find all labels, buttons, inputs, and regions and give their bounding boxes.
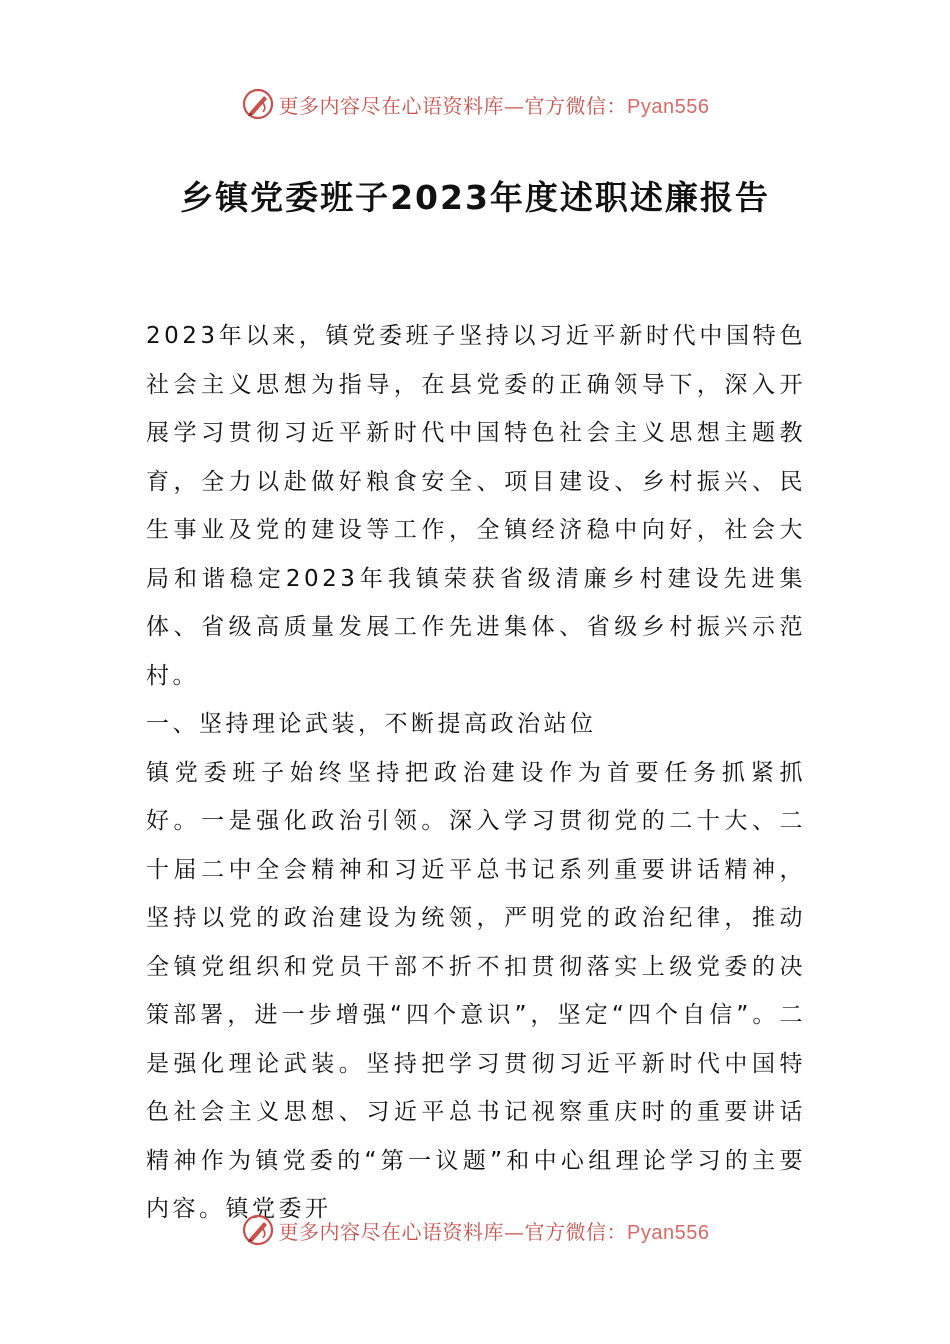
paragraph-intro: 2023年以来，镇党委班子坚持以习近平新时代中国特色社会主义思想为指导，在县党委的正确领导下，深入开展学习贯彻习近平新时代中国特色社会主义思想主题教育，全力以赴做好粮食安全、项目建设、乡村振兴、民生事业及党的建设等工作，全镇经济稳中向好，社会大局和谐稳定2023年我镇荣获省级清廉乡村建设先进集体、省级高质量发展工作先进集体、省级乡村振兴示范村。 (146, 323, 806, 689)
watermark-wechat-label: 官方微信： (524, 1219, 628, 1244)
watermark-text (279, 90, 710, 119)
pen-logo-icon (241, 1213, 275, 1247)
footer-watermark (0, 1210, 950, 1250)
watermark-separator: — (504, 93, 525, 118)
paragraph-section-1: 镇党委班子始终坚持把政治建设作为首要任务抓紧抓好。一是强化政治引领。深入学习贯彻党的二十大、二十届二中全会精神和习近平总书记系列重要讲话精神，坚持以党的政治建设为统领，严明党的政治纪律，推动全镇党组织和党员干部不折不扣贯彻落实上级党委的决策部署，进一步增强“四个意识”，坚定“四个自信”。二是强化理论武装。坚持把学习贯彻习近平新时代中国特色社会主义思想、习近平总书记视察重庆时的重要讲话精神作为镇党委的“第一议题”和中心组理论学习的主要内容。镇党委开 (146, 759, 806, 1222)
header-watermark (0, 84, 950, 124)
section-heading-1: 一、坚持理论武装，不断提高政治站位 (146, 711, 597, 737)
watermark-main: 更多内容尽在心语资料库 (278, 1219, 505, 1244)
watermark-wechat-label: 官方微信： (524, 93, 628, 118)
watermark-text (279, 1216, 710, 1245)
watermark-separator: — (504, 1219, 525, 1244)
watermark-main: 更多内容尽在心语资料库 (278, 93, 505, 118)
watermark-wechat-id: Pyan556 (627, 95, 710, 118)
pen-logo-icon (241, 87, 275, 121)
document-body (146, 312, 806, 1234)
document-title: 乡镇党委班子2023年度述职述廉报告 (180, 178, 770, 217)
watermark-wechat-id: Pyan556 (627, 1221, 710, 1244)
